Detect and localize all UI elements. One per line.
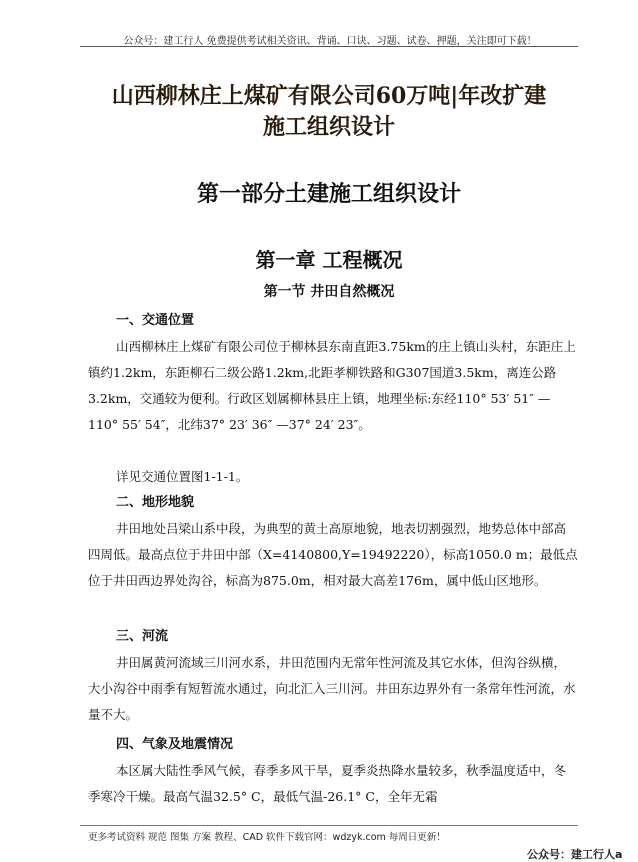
paragraph-rivers bbox=[88, 650, 578, 728]
paragraph-text: 井田属黄河流域三川河水系，井田范围内无常年性河流及其它水体，但沟谷纵横，大小沟谷中雨季有短暂流水通过，向北汇入三川河。井田东边界外有一条常年性河流，水量不大。 bbox=[88, 655, 576, 722]
paragraph-climate bbox=[88, 758, 578, 810]
part-title: 第一部分土建施工组织设计 bbox=[196, 181, 461, 207]
subsection-heading-terrain: 二、地形地貌 bbox=[116, 495, 195, 510]
paragraph-terrain bbox=[88, 516, 578, 594]
section-title: 第一节 井田自然概况 bbox=[263, 284, 395, 300]
document-title-line2: 施工组织设计 bbox=[262, 114, 395, 140]
subsection-heading-traffic: 一、交通位置 bbox=[116, 313, 195, 328]
header-banner: 公众号：建工行人 免费提供考试相关资讯、背诵、口诀、习题、试卷、押题，关注即可下载！ bbox=[123, 36, 537, 47]
paragraph-traffic-map-ref bbox=[88, 464, 578, 490]
document-title-line1: 山西柳林庄上煤矿有限公司60万吨|年改扩建 bbox=[111, 83, 547, 109]
paragraph-text: 本区属大陆性季风气候，春季多风干旱，夏季炎热降水量较多，秋季温度适中，冬季寒冷干燥。最高气温32.5° C，最低气温-26.1° C，全年无霜 bbox=[88, 763, 567, 804]
paragraph-traffic-location bbox=[88, 334, 578, 438]
header-divider bbox=[80, 46, 578, 47]
paragraph-text: 井田地处吕梁山系中段，为典型的黄土高原地貌，地表切割强烈，地势总体中部高四周低。最高点位于井田中部（X=4140800,Y=19492220），标高1050.0 m；最低点位于井田西边界处沟谷，标高为875.0m，相对最大高差176m，属中低山区地形。 bbox=[88, 521, 578, 588]
subsection-heading-rivers: 三、河流 bbox=[116, 629, 169, 644]
paragraph-text: 山西柳林庄上煤矿有限公司位于柳林县东南直距3.75km的庄上镇山头村，东距庄上镇约1.2km，东距柳石二级公路1.2km,北距孝柳铁路和G307国道3.5km，离连公路3.2km，交通较为便利。行政区划属柳林县庄上镇，地理坐标:东经110° 53′ 51″ —110° 55′ 54″，北纬37° 23′ 36″ —37° 24′ 23″。 bbox=[88, 339, 576, 432]
paragraph-text: 详见交通位置图1-1-1。 bbox=[116, 469, 249, 484]
subsection-heading-climate: 四、气象及地震情况 bbox=[116, 737, 234, 752]
footer-divider bbox=[80, 825, 578, 826]
footer-text: 更多考试资料 规范 图集 方案 教程、CAD 软件下载官网：wdzyk.com 每周日更新！ bbox=[88, 832, 446, 843]
chapter-title: 第一章 工程概况 bbox=[255, 248, 403, 272]
watermark: 公众号：建工行人a bbox=[527, 848, 623, 861]
